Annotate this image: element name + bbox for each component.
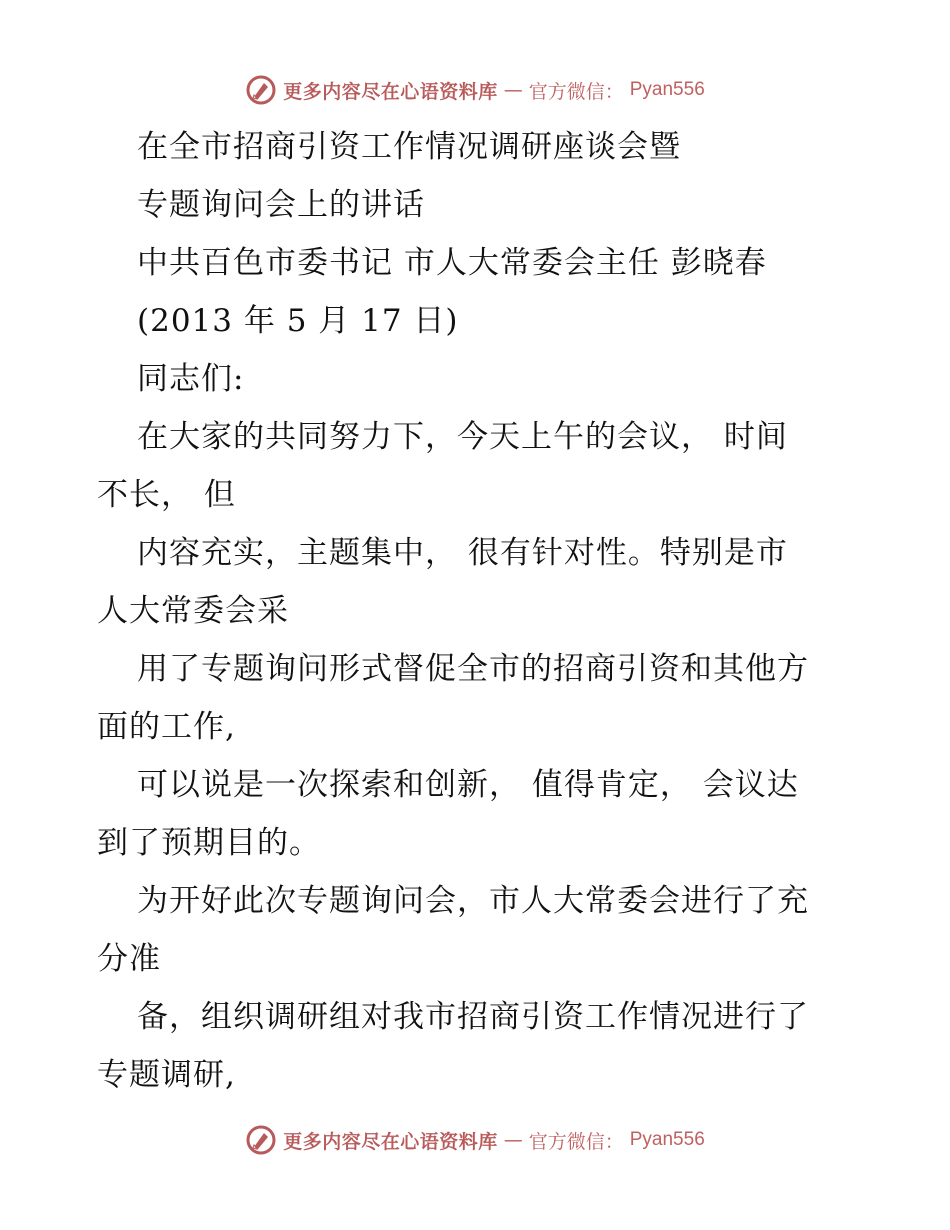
text-line: 同志们: — [137, 361, 245, 397]
text-line: 不长， 但 — [97, 477, 236, 513]
text-line: 在全市招商引资工作情况调研座谈会暨 — [137, 129, 681, 165]
document-body — [97, 118, 857, 1104]
watermark-wechat-label: 官方微信： — [528, 1130, 624, 1153]
text-line: 可以说是一次探索和创新， 值得肯定， 会议达 — [137, 767, 799, 803]
pen-nib-circle-icon — [245, 1124, 277, 1156]
watermark-wechat-id: Pyan556 — [629, 79, 705, 100]
text-line: 人大常委会采 — [97, 593, 289, 629]
text-line: 中共百色市委书记 市人大常委会主任 彭晓春 — [137, 245, 767, 281]
text-line: 为开好此次专题询问会，市人大常委会进行了充 — [137, 883, 809, 919]
header-watermark — [0, 72, 950, 108]
watermark-separator: — — [503, 1129, 523, 1151]
pen-nib-circle-icon — [245, 74, 277, 106]
text-line: 备，组织调研组对我市招商引资工作情况进行了 — [137, 999, 809, 1035]
text-line: 在大家的共同努力下，今天上午的会议， 时间 — [137, 419, 788, 455]
text-line: 内容充实，主题集中， 很有针对性。特别是市 — [137, 535, 788, 571]
text-line: 面的工作, — [97, 709, 236, 745]
watermark-text: 更多内容尽在心语资料库 — [283, 80, 498, 103]
watermark-wechat-label: 官方微信： — [528, 80, 624, 103]
text-line: 到了预期目的。 — [97, 825, 321, 861]
footer-watermark — [0, 1122, 950, 1158]
text-line: (2013 年 5 月 17 日) — [137, 303, 459, 339]
watermark-separator: — — [503, 79, 523, 101]
text-line: 专题询问会上的讲话 — [137, 187, 425, 223]
watermark-wechat-id: Pyan556 — [629, 1129, 705, 1150]
watermark-text: 更多内容尽在心语资料库 — [283, 1130, 498, 1153]
text-line: 分准 — [97, 941, 161, 977]
text-line: 专题调研, — [97, 1057, 236, 1093]
text-line: 用了专题询问形式督促全市的招商引资和其他方 — [137, 651, 809, 687]
